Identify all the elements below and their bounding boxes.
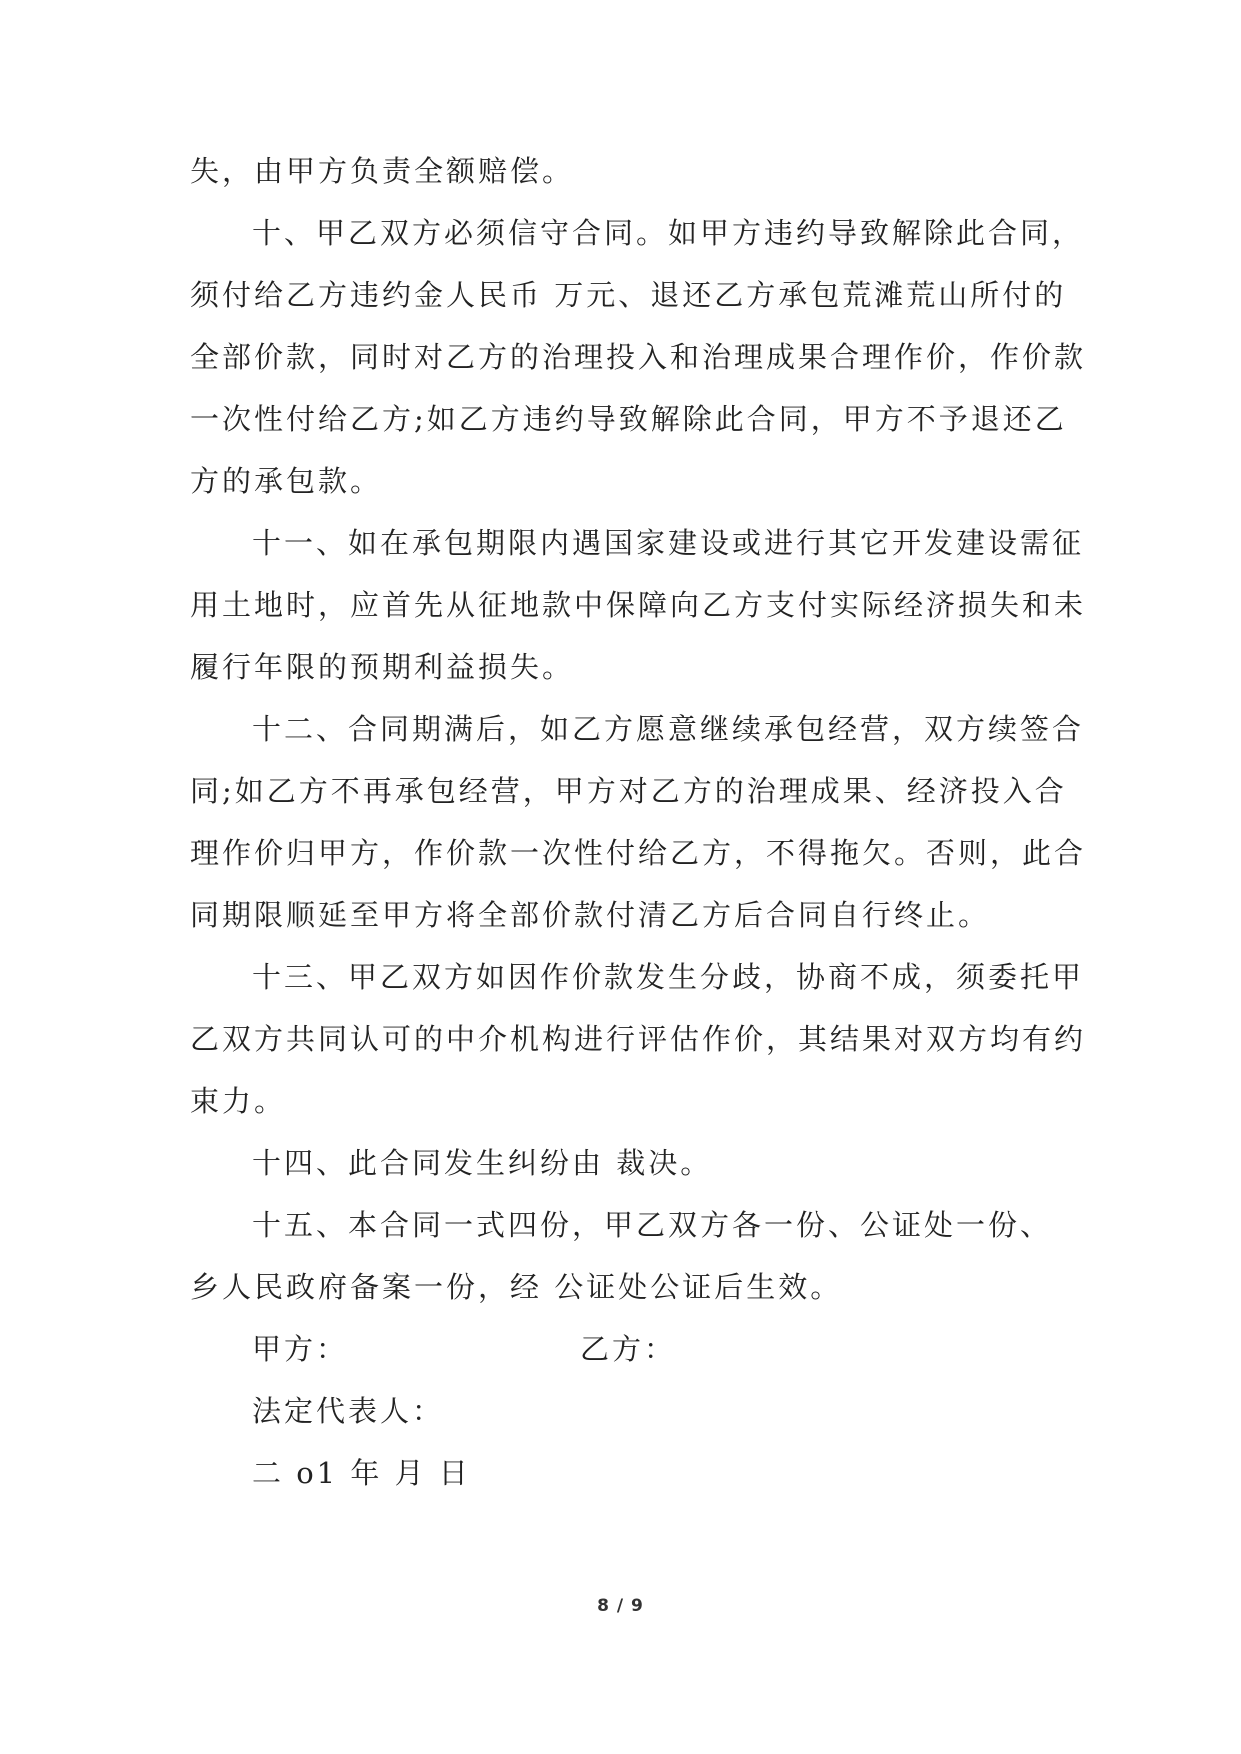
- clause-11-line: 十一、如在承包期限内遇国家建设或进行其它开发建设需征: [252, 526, 1085, 560]
- document-body: [190, 150, 1087, 1514]
- text-line: 一次性付给乙方;如乙方违约导致解除此合同，甲方不予退还乙: [190, 402, 1067, 436]
- signature-date: 二 o1 年 月 日: [252, 1456, 471, 1490]
- text-line: 方的承包款。: [190, 464, 383, 498]
- clause-15-line: 十五、本合同一式四份，甲乙双方各一份、公证处一份、: [252, 1208, 1053, 1242]
- signature-parties-row: [190, 1328, 1070, 1390]
- clause-12-line: 十二、合同期满后，如乙方愿意继续承包经营，双方续签合: [252, 712, 1085, 746]
- legal-representative-label: 法定代表人：: [252, 1394, 445, 1428]
- text-line: 乡人民政府备案一份，经 公证处公证后生效。: [190, 1270, 843, 1304]
- text-line: 须付给乙方违约金人民币 万元、退还乙方承包荒滩荒山所付的: [190, 278, 1067, 312]
- text-line: 全部价款，同时对乙方的治理投入和治理成果合理作价，作价款: [190, 340, 1087, 374]
- text-line: 束力。: [190, 1084, 287, 1118]
- clause-14-line: 十四、此合同发生纠纷由 裁决。: [252, 1146, 713, 1180]
- party-a-label: 甲方：: [252, 1332, 349, 1366]
- text-line: 失，由甲方负责全额赔偿。: [190, 154, 575, 188]
- clause-10-line: 十、甲乙双方必须信守合同。如甲方违约导致解除此合同，: [252, 216, 1085, 250]
- party-b-label: 乙方：: [580, 1332, 677, 1366]
- text-line: 履行年限的预期利益损失。: [190, 650, 575, 684]
- page-number: 8 / 9: [597, 1596, 644, 1616]
- text-line: 同;如乙方不再承包经营，甲方对乙方的治理成果、经济投入合: [190, 774, 1067, 808]
- text-line: 理作价归甲方，作价款一次性付给乙方，不得拖欠。否则，此合: [190, 836, 1087, 870]
- text-line: 用土地时，应首先从征地款中保障向乙方支付实际经济损失和未: [190, 588, 1087, 622]
- text-line: 同期限顺延至甲方将全部价款付清乙方后合同自行终止。: [190, 898, 991, 932]
- text-line: 乙双方共同认可的中介机构进行评估作价，其结果对双方均有约: [190, 1022, 1087, 1056]
- clause-13-line: 十三、甲乙双方如因作价款发生分歧，协商不成，须委托甲: [252, 960, 1085, 994]
